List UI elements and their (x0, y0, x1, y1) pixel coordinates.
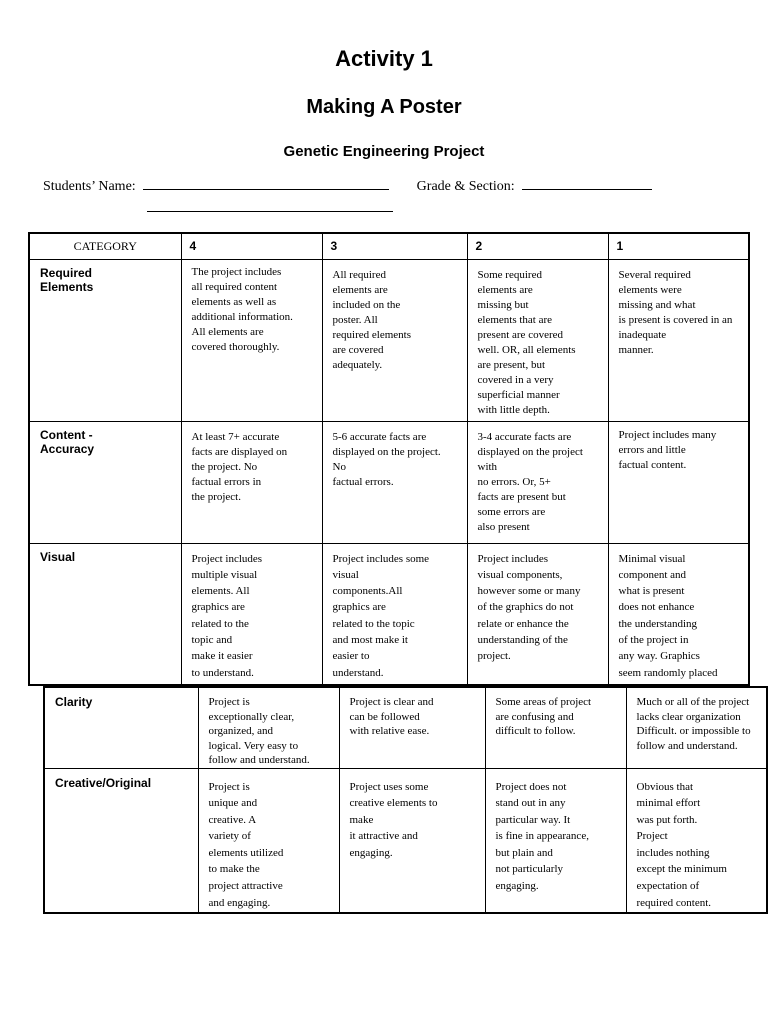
table-cell: The project includes all required content elements as well as additional information. All elements are covered thoroughly. (181, 259, 322, 421)
header-score-4: 4 (181, 233, 322, 259)
row-category: Visual (29, 543, 181, 685)
row-category: Required Elements (29, 259, 181, 421)
rubric-table (28, 232, 750, 686)
students-name-row (43, 178, 652, 195)
table-cell: Minimal visual component and what is present does not enhance the understanding of the project in any way. Graphics seem randomly placed (608, 543, 749, 685)
table-cell: Some areas of project are confusing and difficult to follow. (485, 687, 626, 768)
table-cell: Much or all of the project lacks clear organization Difficult. or impossible to follow and understand. (626, 687, 767, 768)
table-row (29, 543, 749, 685)
table-header-row (29, 233, 749, 259)
table-cell: 3-4 accurate facts are displayed on the project with no errors. Or, 5+ facts are present but some errors are also present (467, 421, 608, 543)
table-cell: Project includes multiple visual elements. All graphics are related to the topic and make it easier to understand. (181, 543, 322, 685)
table-cell: Some required elements are missing but elements that are present are covered well. OR, all elements are present, but covered in a very superficial manner with little depth. (467, 259, 608, 421)
students-name-field[interactable] (143, 178, 389, 190)
students-name-field-2[interactable] (147, 200, 393, 212)
table-row (44, 768, 767, 913)
table-cell: Several required elements were missing and what is present is covered in an inadequate manner. (608, 259, 749, 421)
table-row (44, 687, 767, 768)
row-category: Clarity (44, 687, 198, 768)
table-cell: Project includes visual components, however some or many of the graphics do not relate or enhance the understanding of the project. (467, 543, 608, 685)
table-cell: Project includes some visual components.All graphics are related to the topic and most make it easier to understand. (322, 543, 467, 685)
row-category: Content - Accuracy (29, 421, 181, 543)
table-row (29, 421, 749, 543)
row-category: Creative/Original (44, 768, 198, 913)
table-cell: 5-6 accurate facts are displayed on the project. No factual errors. (322, 421, 467, 543)
table-cell: Project is unique and creative. A variety of elements utilized to make the project attractive and engaging. (198, 768, 339, 913)
table-cell: All required elements are included on the poster. All required elements are covered adequately. (322, 259, 467, 421)
header-category: CATEGORY (29, 233, 181, 259)
table-cell: Project is exceptionally clear, organized, and logical. Very easy to follow and understand. (198, 687, 339, 768)
grade-section-label: Grade & Section: (416, 179, 515, 194)
table-cell: Project does not stand out in any particular way. It is fine in appearance, but plain and not particularly engaging. (485, 768, 626, 913)
students-name-row-2 (147, 200, 393, 217)
students-name-label: Students’ Name: (43, 179, 136, 194)
table-row (29, 259, 749, 421)
header-score-3: 3 (322, 233, 467, 259)
table-cell: Project is clear and can be followed with relative ease. (339, 687, 485, 768)
page-title: Activity 1 (335, 46, 433, 71)
rubric-table-continued (43, 686, 768, 914)
header-score-2: 2 (467, 233, 608, 259)
header-score-1: 1 (608, 233, 749, 259)
page-subtitle: Making A Poster (306, 96, 462, 118)
grade-section-field[interactable] (522, 178, 652, 190)
table-cell: At least 7+ accurate facts are displayed on the project. No factual errors in the project. (181, 421, 322, 543)
table-cell: Project includes many errors and little factual content. (608, 421, 749, 543)
table-cell: Project uses some creative elements to make it attractive and engaging. (339, 768, 485, 913)
table-cell: Obvious that minimal effort was put forth. Project includes nothing except the minimum expectation of required content. (626, 768, 767, 913)
project-title: Genetic Engineering Project (283, 143, 485, 160)
